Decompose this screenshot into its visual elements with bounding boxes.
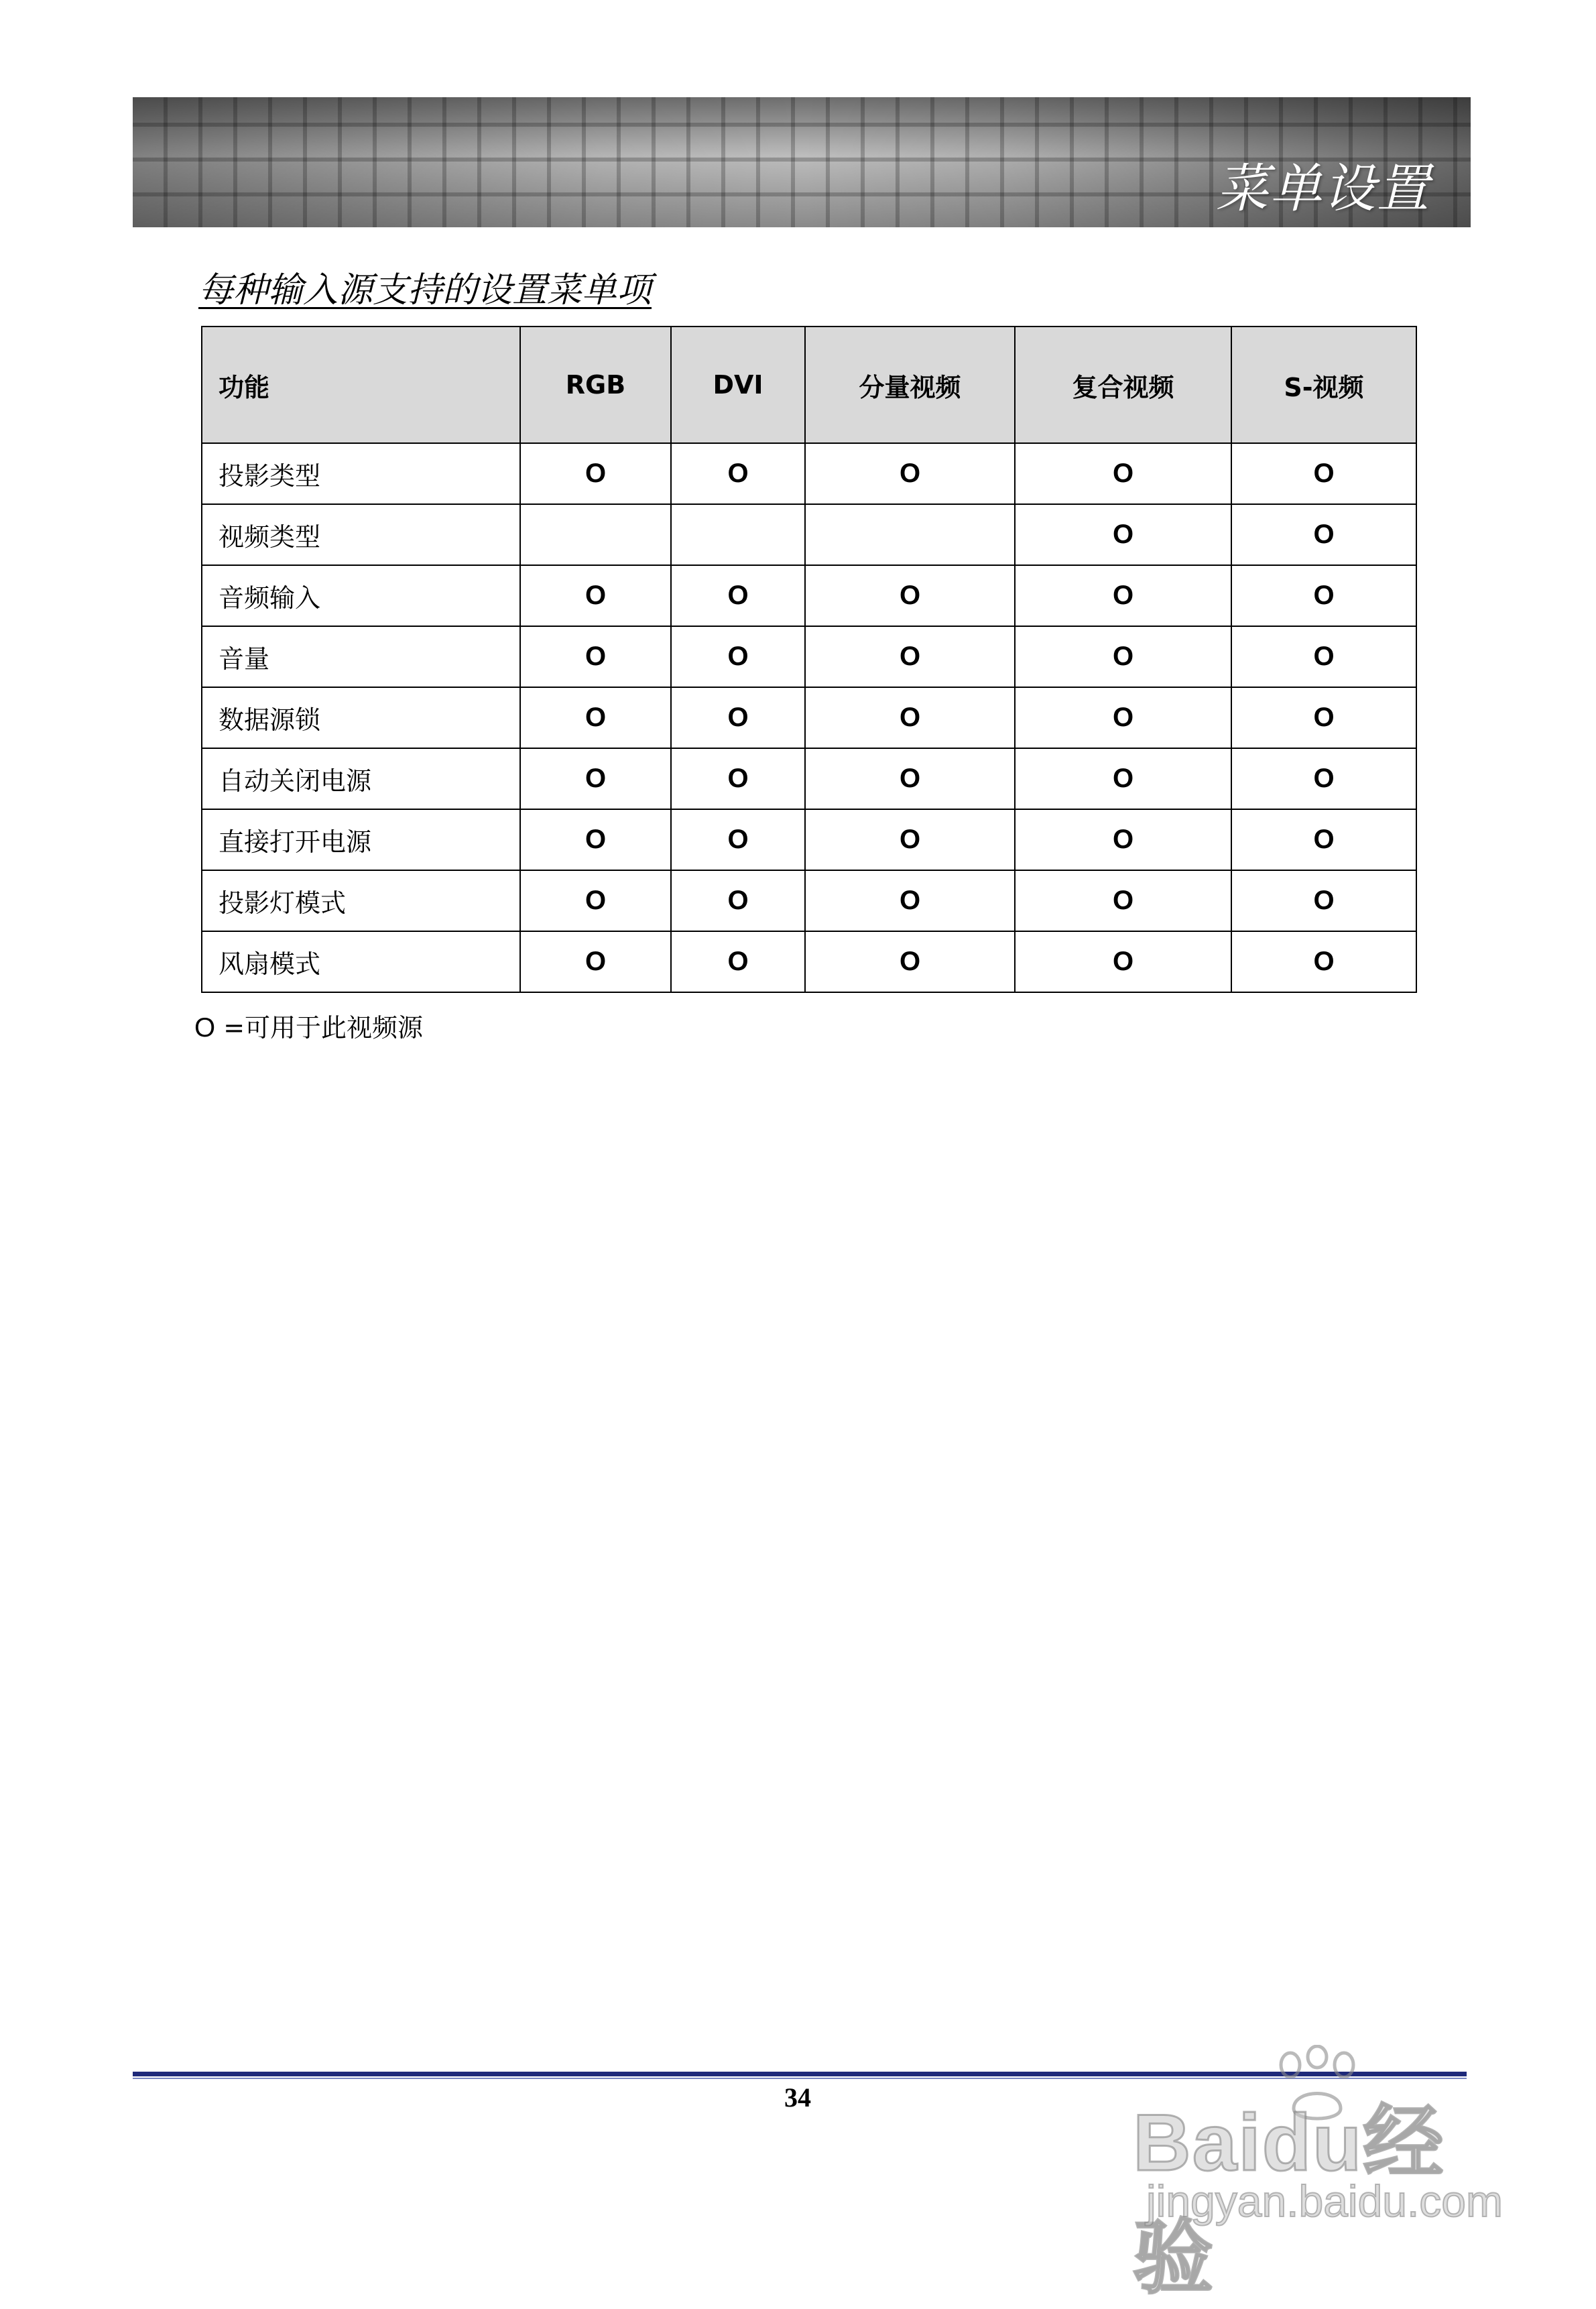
support-mark-cell: O: [1015, 870, 1231, 931]
table-row: [202, 809, 1416, 870]
support-mark-cell: O: [1231, 504, 1416, 565]
table-header: [202, 327, 1416, 443]
support-mark-cell: O: [671, 748, 805, 809]
feature-cell: 视频类型: [202, 504, 520, 565]
watermark-logo: Baidu经验: [1133, 2098, 1445, 2303]
support-mark-cell: O: [1231, 931, 1416, 992]
feature-cell: 音频输入: [202, 565, 520, 626]
support-mark-cell: O: [671, 687, 805, 748]
support-mark-cell: O: [1231, 687, 1416, 748]
support-mark-cell: O: [671, 565, 805, 626]
feature-support-table: [201, 326, 1417, 993]
support-mark-cell: [671, 504, 805, 565]
table-header-row: [202, 327, 1416, 443]
support-mark-cell: O: [520, 931, 671, 992]
support-mark-cell: O: [520, 626, 671, 687]
table-row: [202, 443, 1416, 504]
support-mark-cell: O: [1015, 443, 1231, 504]
support-mark-cell: O: [671, 870, 805, 931]
legend-symbol: O: [194, 1013, 216, 1043]
table-row: [202, 565, 1416, 626]
feature-cell: 风扇模式: [202, 931, 520, 992]
support-mark-cell: O: [1015, 687, 1231, 748]
support-mark-cell: O: [671, 626, 805, 687]
support-mark-cell: O: [805, 809, 1015, 870]
support-mark-cell: O: [671, 931, 805, 992]
support-mark-cell: O: [520, 870, 671, 931]
table-row: [202, 626, 1416, 687]
support-mark-cell: O: [520, 443, 671, 504]
table-row: [202, 504, 1416, 565]
support-mark-cell: O: [1015, 565, 1231, 626]
support-mark-cell: [805, 504, 1015, 565]
support-mark-cell: O: [520, 687, 671, 748]
support-mark-cell: O: [1015, 931, 1231, 992]
support-mark-cell: O: [1015, 809, 1231, 870]
support-mark-cell: O: [1231, 626, 1416, 687]
feature-cell: 直接打开电源: [202, 809, 520, 870]
column-header: 复合视频: [1015, 327, 1231, 443]
legend-text: =可用于此视频源: [215, 1013, 424, 1043]
support-mark-cell: O: [1015, 626, 1231, 687]
support-mark-cell: O: [1231, 809, 1416, 870]
header-title: 菜单设置: [1215, 159, 1430, 219]
column-header: S-视频: [1231, 327, 1416, 443]
column-header: 分量视频: [805, 327, 1015, 443]
feature-cell: 音量: [202, 626, 520, 687]
support-mark-cell: O: [1231, 443, 1416, 504]
support-mark-cell: O: [1015, 504, 1231, 565]
support-mark-cell: O: [805, 626, 1015, 687]
support-mark-cell: O: [520, 565, 671, 626]
section-title: 每种输入源支持的设置菜单项: [198, 270, 652, 310]
baidu-watermark: [1133, 2045, 1522, 2303]
support-mark-cell: O: [1015, 748, 1231, 809]
table-row: [202, 748, 1416, 809]
support-mark-cell: O: [805, 565, 1015, 626]
support-mark-cell: O: [1231, 870, 1416, 931]
table-row: [202, 870, 1416, 931]
watermark-domain: jingyan.baidu.com: [1146, 2176, 1503, 2226]
table-row: [202, 687, 1416, 748]
legend: [194, 1007, 423, 1044]
support-mark-cell: [520, 504, 671, 565]
support-mark-cell: O: [805, 748, 1015, 809]
support-mark-cell: O: [1231, 565, 1416, 626]
feature-cell: 投影类型: [202, 443, 520, 504]
support-mark-cell: O: [520, 809, 671, 870]
support-mark-cell: O: [1231, 748, 1416, 809]
feature-cell: 自动关闭电源: [202, 748, 520, 809]
column-header: RGB: [520, 327, 671, 443]
page-number: 34: [784, 2082, 811, 2113]
support-mark-cell: O: [805, 443, 1015, 504]
feature-cell: 投影灯模式: [202, 870, 520, 931]
support-mark-cell: O: [805, 870, 1015, 931]
column-header: 功能: [202, 327, 520, 443]
support-mark-cell: O: [671, 809, 805, 870]
support-mark-cell: O: [671, 443, 805, 504]
feature-cell: 数据源锁: [202, 687, 520, 748]
support-mark-cell: O: [520, 748, 671, 809]
table-body: [202, 443, 1416, 992]
support-mark-cell: O: [805, 687, 1015, 748]
header-band: [133, 97, 1471, 227]
table-row: [202, 931, 1416, 992]
column-header: DVI: [671, 327, 805, 443]
support-mark-cell: O: [805, 931, 1015, 992]
